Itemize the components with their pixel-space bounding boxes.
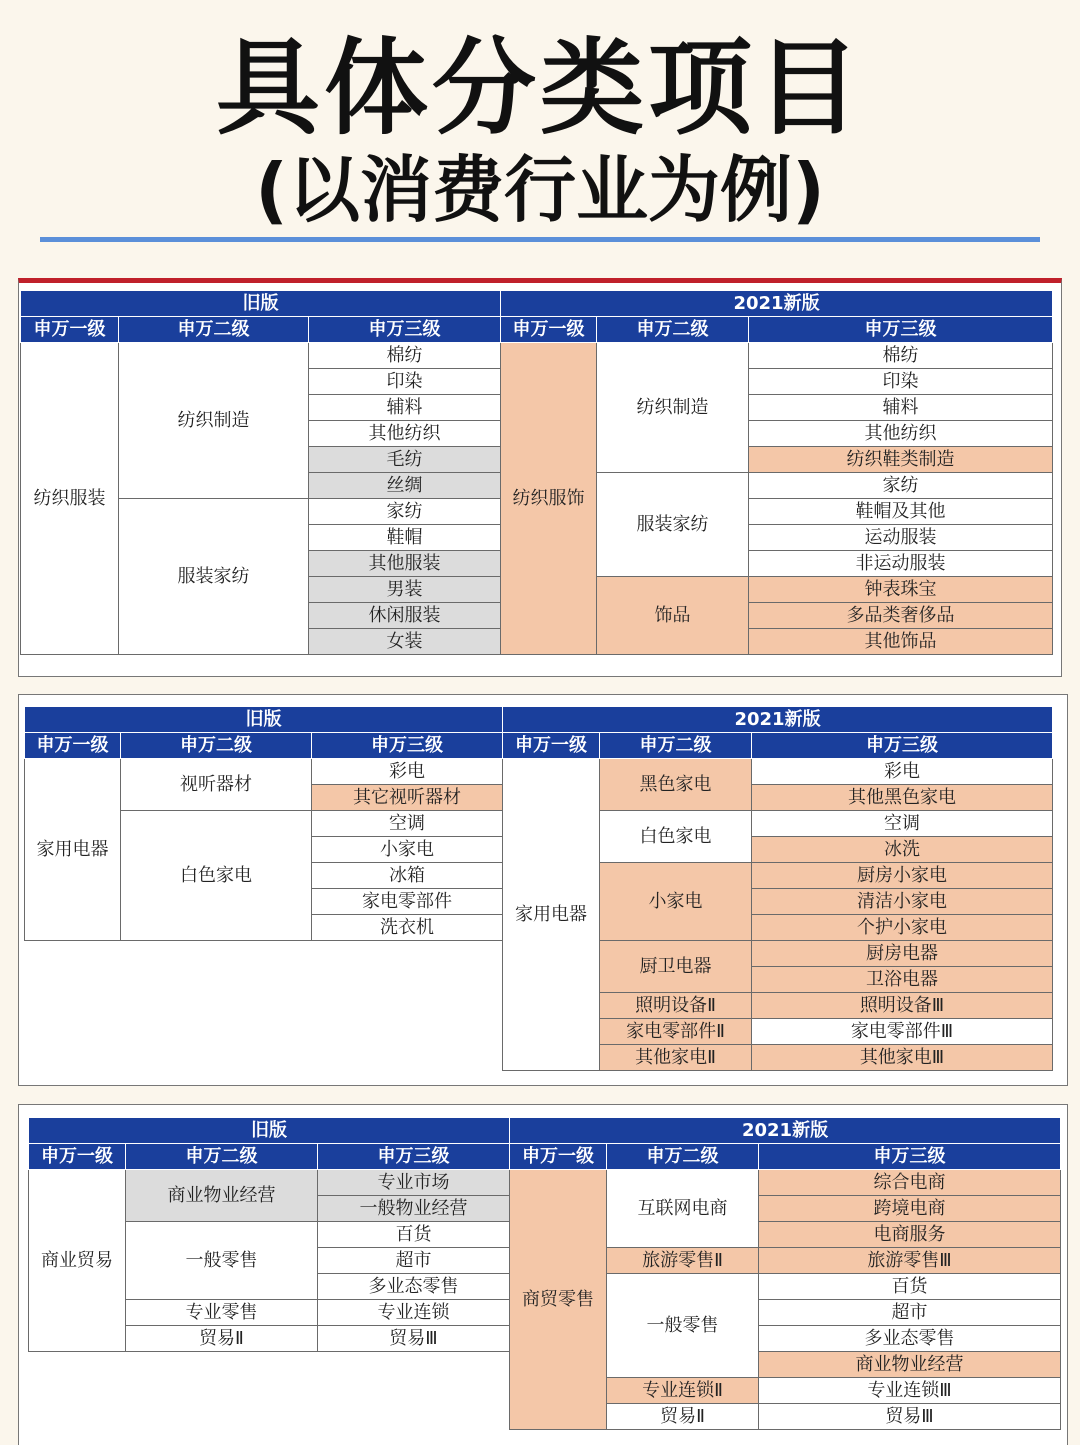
new-l2-cell: 互联网电商	[607, 1170, 759, 1248]
new-l3-cell: 鞋帽及其他	[749, 499, 1053, 525]
old-l1-cell: 家用电器	[25, 759, 121, 941]
new-version-header: 2021新版	[501, 291, 1053, 317]
new-l3-cell: 印染	[749, 369, 1053, 395]
old-l3-cell: 丝绸	[309, 473, 501, 499]
page-subtitle: (以消费行业为例)	[255, 148, 825, 232]
new-l3-cell: 跨境电商	[759, 1196, 1061, 1222]
old-l3-cell: 小家电	[312, 837, 503, 863]
col-header-l2: 申万二级	[607, 1144, 759, 1170]
col-header-l3: 申万三级	[318, 1144, 510, 1170]
col-header-l3: 申万三级	[309, 317, 501, 343]
old-l3-cell: 空调	[312, 811, 503, 837]
col-header-l1: 申万一级	[21, 317, 119, 343]
old-l3-cell: 多业态零售	[318, 1274, 510, 1300]
col-header-l3: 申万三级	[759, 1144, 1061, 1170]
new-l3-cell: 其他黑色家电	[752, 785, 1053, 811]
new-l2-cell: 厨卫电器	[600, 941, 752, 993]
old-version-header: 旧版	[25, 707, 503, 733]
new-l3-cell: 家纺	[749, 473, 1053, 499]
old-l3-cell: 百货	[318, 1222, 510, 1248]
old-l3-cell: 女装	[309, 629, 501, 655]
col-header-l2: 申万二级	[126, 1144, 318, 1170]
old-l3-cell: 其它视听器材	[312, 785, 503, 811]
old-l3-cell: 超市	[318, 1248, 510, 1274]
new-l2-cell: 家电零部件Ⅱ	[600, 1019, 752, 1045]
new-l3-cell: 多业态零售	[759, 1326, 1061, 1352]
new-l3-cell: 百货	[759, 1274, 1061, 1300]
col-header-l2: 申万二级	[600, 733, 752, 759]
new-l3-cell: 超市	[759, 1300, 1061, 1326]
old-l3-cell: 冰箱	[312, 863, 503, 889]
new-l3-cell: 综合电商	[759, 1170, 1061, 1196]
new-l2-cell: 一般零售	[607, 1274, 759, 1378]
old-l3-cell: 休闲服装	[309, 603, 501, 629]
old-l3-cell: 辅料	[309, 395, 501, 421]
col-header-l1: 申万一级	[510, 1144, 607, 1170]
col-header-l3: 申万三级	[312, 733, 503, 759]
new-l2-cell: 贸易Ⅱ	[607, 1404, 759, 1430]
new-l3-cell: 贸易Ⅲ	[759, 1404, 1061, 1430]
new-l3-cell: 其他纺织	[749, 421, 1053, 447]
old-l2-cell: 专业零售	[126, 1300, 318, 1326]
new-l3-cell: 多品类奢侈品	[749, 603, 1053, 629]
col-header-l2: 申万二级	[119, 317, 309, 343]
new-l3-cell: 卫浴电器	[752, 967, 1053, 993]
old-l3-cell: 其他纺织	[309, 421, 501, 447]
new-l3-cell: 冰洗	[752, 837, 1053, 863]
new-l3-cell: 厨房电器	[752, 941, 1053, 967]
old-l3-cell: 家电零部件	[312, 889, 503, 915]
col-header-l1: 申万一级	[501, 317, 597, 343]
old-l3-cell: 男装	[309, 577, 501, 603]
textile-comparison-table	[20, 290, 1053, 655]
page-title: 具体分类项目	[215, 27, 864, 149]
old-l2-cell: 贸易Ⅱ	[126, 1326, 318, 1352]
old-l3-cell: 印染	[309, 369, 501, 395]
new-l3-cell: 其他饰品	[749, 629, 1053, 655]
new-l2-cell: 黑色家电	[600, 759, 752, 811]
old-l3-cell: 专业连锁	[318, 1300, 510, 1326]
new-l2-cell: 饰品	[597, 577, 749, 655]
old-l1-cell: 商业贸易	[29, 1170, 126, 1352]
retail-comparison-table	[28, 1117, 1061, 1430]
divider	[40, 237, 1040, 242]
new-l2-cell: 专业连锁Ⅱ	[607, 1378, 759, 1404]
old-l3-cell: 毛纺	[309, 447, 501, 473]
new-l3-cell: 家电零部件Ⅲ	[752, 1019, 1053, 1045]
old-l3-cell: 棉纺	[309, 343, 501, 369]
new-version-header: 2021新版	[510, 1118, 1061, 1144]
old-l3-cell: 彩电	[312, 759, 503, 785]
col-header-l2: 申万二级	[597, 317, 749, 343]
old-l3-cell: 家纺	[309, 499, 501, 525]
old-l3-cell: 专业市场	[318, 1170, 510, 1196]
new-l3-cell: 旅游零售Ⅲ	[759, 1248, 1061, 1274]
old-l1-cell: 纺织服装	[21, 343, 119, 655]
appliance-comparison-table	[24, 706, 1053, 1071]
old-l2-cell: 纺织制造	[119, 343, 309, 499]
new-l1-cell: 商贸零售	[510, 1170, 607, 1430]
old-version-header: 旧版	[21, 291, 501, 317]
col-header-l1: 申万一级	[25, 733, 121, 759]
col-header-l1: 申万一级	[503, 733, 600, 759]
new-l3-cell: 棉纺	[749, 343, 1053, 369]
old-l3-cell: 一般物业经营	[318, 1196, 510, 1222]
new-l2-cell: 照明设备Ⅱ	[600, 993, 752, 1019]
new-l3-cell: 清洁小家电	[752, 889, 1053, 915]
empty-area	[29, 1352, 510, 1430]
new-l3-cell: 非运动服装	[749, 551, 1053, 577]
old-l2-cell: 商业物业经营	[126, 1170, 318, 1222]
new-l3-cell: 专业连锁Ⅲ	[759, 1378, 1061, 1404]
new-l3-cell: 运动服装	[749, 525, 1053, 551]
new-l3-cell: 空调	[752, 811, 1053, 837]
new-l2-cell: 纺织制造	[597, 343, 749, 473]
new-l1-cell: 纺织服饰	[501, 343, 597, 655]
empty-area	[25, 941, 503, 1071]
old-l2-cell: 服装家纺	[119, 499, 309, 655]
col-header-l3: 申万三级	[752, 733, 1053, 759]
new-l2-cell: 白色家电	[600, 811, 752, 863]
new-l2-cell: 服装家纺	[597, 473, 749, 577]
new-l3-cell: 商业物业经营	[759, 1352, 1061, 1378]
new-l1-cell: 家用电器	[503, 759, 600, 1071]
new-l2-cell: 其他家电Ⅱ	[600, 1045, 752, 1071]
new-l3-cell: 照明设备Ⅲ	[752, 993, 1053, 1019]
new-version-header: 2021新版	[503, 707, 1053, 733]
old-l2-cell: 白色家电	[121, 811, 312, 941]
new-l2-cell: 小家电	[600, 863, 752, 941]
new-l3-cell: 个护小家电	[752, 915, 1053, 941]
new-l3-cell: 彩电	[752, 759, 1053, 785]
new-l2-cell: 旅游零售Ⅱ	[607, 1248, 759, 1274]
col-header-l1: 申万一级	[29, 1144, 126, 1170]
old-l3-cell: 鞋帽	[309, 525, 501, 551]
old-l3-cell: 洗衣机	[312, 915, 503, 941]
old-l3-cell: 其他服装	[309, 551, 501, 577]
new-l3-cell: 钟表珠宝	[749, 577, 1053, 603]
col-header-l3: 申万三级	[749, 317, 1053, 343]
old-l2-cell: 一般零售	[126, 1222, 318, 1300]
new-l3-cell: 其他家电Ⅲ	[752, 1045, 1053, 1071]
new-l3-cell: 厨房小家电	[752, 863, 1053, 889]
col-header-l2: 申万二级	[121, 733, 312, 759]
new-l3-cell: 辅料	[749, 395, 1053, 421]
new-l3-cell: 纺织鞋类制造	[749, 447, 1053, 473]
old-l3-cell: 贸易Ⅲ	[318, 1326, 510, 1352]
new-l3-cell: 电商服务	[759, 1222, 1061, 1248]
old-l2-cell: 视听器材	[121, 759, 312, 811]
old-version-header: 旧版	[29, 1118, 510, 1144]
